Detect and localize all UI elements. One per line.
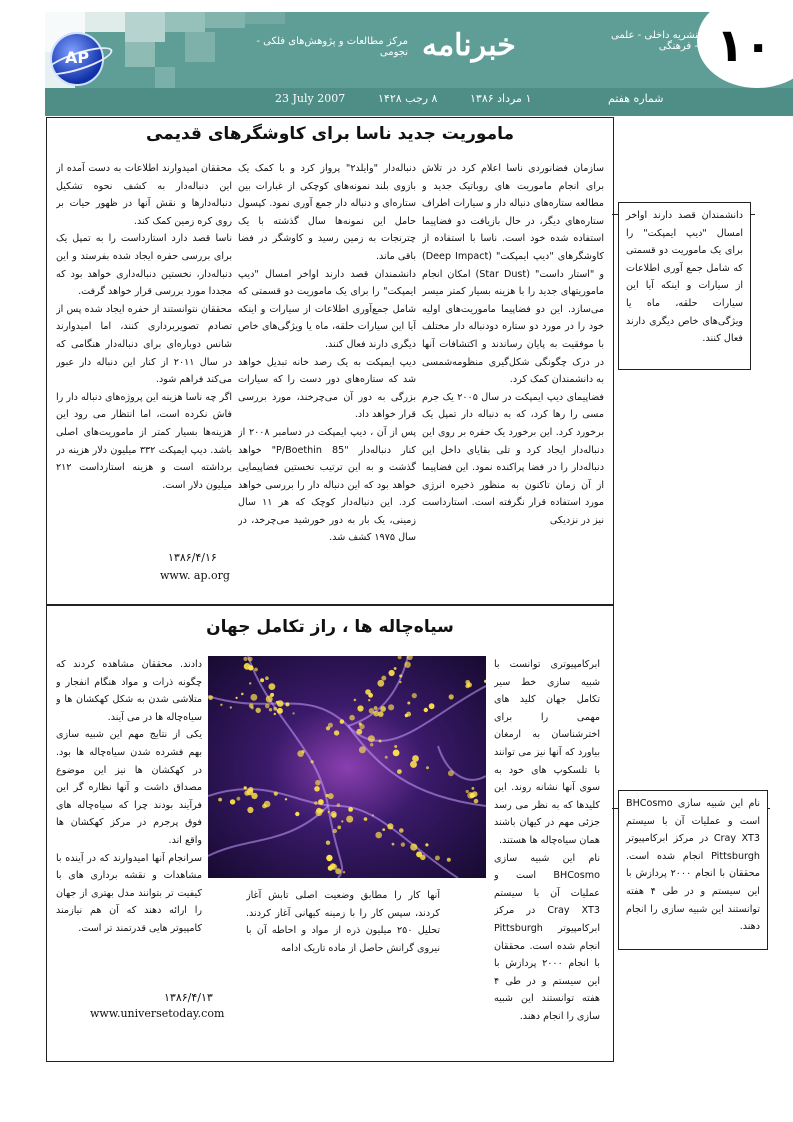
ap-logo-icon: AP (52, 34, 102, 84)
galaxy-dot (241, 693, 244, 696)
galaxy-dot (385, 756, 388, 759)
galaxy-dot (407, 702, 410, 705)
galaxy-dot (388, 704, 394, 710)
galaxy-dot (254, 668, 258, 672)
galaxy-dot (349, 715, 355, 721)
galaxy-dot (277, 700, 284, 707)
galaxy-dot (295, 812, 299, 816)
paragraph: دانشمندان قصد دارند اواخر امسال "دیپ ایمپکت" را برای یک ماموریت دو قسمتی که شامل جمع‌آوری اطلاعات از سیارات و اینکه آیا این سیارات حلقه، ماه یا ویژگی‌های خاص دیگری دارند فعال کنند. (238, 268, 416, 350)
galaxy-dot (277, 708, 283, 714)
article1-column-middle (238, 160, 416, 592)
galaxy-dot (404, 662, 410, 668)
galaxy-dot (236, 697, 238, 699)
galaxy-dot (264, 801, 271, 808)
date-persian: ۱ مرداد ۱۳۸۶ (470, 92, 532, 105)
galaxy-dot (326, 726, 330, 730)
galaxy-dot (348, 807, 353, 812)
publisher-line: نشریه داخلی - علمی - فرهنگی (611, 30, 698, 52)
galaxy-dot (412, 693, 417, 698)
paragraph: فضاپیمای دیپ ایمپکت در سال ۲۰۰۵ یک جرم مسی را رها کرد، که به دنباله دار تمپل یک برخورد کرد. این برخورد یک حفره بر روی این دنباله‌دار ایجاد کرد و تلی بقایای داخل این دنباله‌دار را در فضا پراکنده نمود. این فضاپیما از آن زمان تاکنون به منظور ذخیره انرژی مورد استفاده قرار نگرفته است. استارداست نیز در نزدیکی (422, 391, 604, 526)
galaxy-dot (285, 798, 287, 800)
galaxy-dot (420, 855, 426, 861)
galaxy-dot (248, 657, 253, 662)
galaxy-dot (343, 871, 345, 873)
galaxy-dot (379, 740, 382, 743)
galaxy-dot (410, 844, 417, 851)
galaxy-dot (424, 708, 428, 712)
galaxy-dot (332, 816, 334, 818)
paragraph: ابرکامپیوتری توانست با شبیه سازی خط سیر تکامل جهان کلید های مهمی را برای اخترشناسان به ارمغان بیاورد که آنها نیز می توانند با تلسکوپ های خود به سوی آنها نشانه روند. این کلیدها که به نظر می رسد جزئی مهم در کیهان باشند همان سیاه‌چاله ها هستند. (494, 659, 600, 846)
galaxy-dot (318, 799, 324, 805)
galaxy-dot (472, 787, 475, 790)
galaxy-dot (247, 807, 253, 813)
paragraph: آنها کار را مطابق وضعیت اصلی تابش آغاز کردند، سپس کار را با زمینه کیهانی آغاز کردند. تحلیل ۲۵۰ میلیون ذره از مواد و احاطه آن با نیروی گرانش حاصل از ماده تاریک ادامه (246, 890, 440, 954)
galaxy-dot (326, 855, 332, 861)
galaxy-dot (270, 693, 274, 697)
galaxy-dot (357, 705, 363, 711)
galaxy-dot (341, 820, 343, 822)
galaxy-dot (251, 694, 258, 701)
galaxy-dot (326, 841, 330, 845)
cosmic-web-image (208, 656, 486, 878)
galaxy-dot (410, 761, 417, 768)
galaxy-dot (398, 656, 402, 659)
galaxy-dot (230, 799, 235, 804)
galaxy-dot (394, 745, 397, 748)
paragraph: سازمان فضانوردی ناسا اعلام کرد در تلاش برای انجام ماموریت های روباتیک جدید و مطالعه ستاره‌های دنباله دار و سیارات اطراف ستاره‌های دیگر، در حال بازیافت دو فضاپیما استفاده شده خود است. ناسا با استفاده از کاوشگرهای "دیپ ایمپکت" (Deep Impact) و "استار داست" (Star Dust) امکان انجام ماموریتهای جدید را با هزینه بسیار کمتر میسر می‌سازد. این دو فضاپیما ماموریت‌های اولیه خود را در مورد دو ستاره دودنباله دار مختلف با موفقیت به پایان رساندند و اکتشافات آنها در درک چگونگی شکل‌گیری منظومه‌شمسی به دانشمندان کمک کرد. (422, 163, 604, 386)
galaxy-dot (302, 750, 305, 753)
galaxy-dot (244, 786, 247, 789)
galaxy-dot (244, 791, 249, 796)
article2-date: ۱۳۸۶/۴/۱۳ (164, 991, 213, 1004)
galaxy-dot (426, 766, 429, 769)
galaxy-dot (370, 743, 373, 746)
article2-column-bottom (246, 887, 440, 1027)
paragraph: دادند. محققان مشاهده کردند که چگونه ذرات و مواد هنگام انفجار و متلاشی شدن به شکل کهکشان ها و سیاه‌چاله ها در می آیند. (56, 659, 202, 723)
galaxy-dot (392, 843, 395, 846)
galaxy-dot (448, 770, 454, 776)
galaxy-dot (484, 680, 486, 683)
galaxy-dot (369, 708, 375, 714)
galaxy-dot (285, 702, 289, 706)
paragraph: پس از آن ، دیپ ایمپکت در دسامبر ۲۰۰۸ از کنار دنباله‌دار "P/Boethin 85" خواهد گذشت و به این ترتیب نخستین فضاپیمایی خواهد بود که این دنباله دار را بررسی خواهد کرد. این دنباله‌دار کوچک که هر ۱۱ سال زمینی، یک بار به دور خورشید می‌چرخد، در سال ۱۹۷۵ کشف شد. (238, 426, 416, 544)
galaxy-dot (346, 816, 353, 823)
galaxy-dot (380, 706, 386, 712)
galaxy-dot (269, 708, 272, 711)
galaxy-dot (311, 760, 314, 763)
galaxy-dot (374, 706, 378, 710)
galaxy-dot (382, 828, 385, 831)
article1-source: www. ap.org (160, 569, 230, 582)
cosmic-web-svg (208, 656, 486, 878)
galaxy-dot (340, 719, 345, 724)
galaxy-dot (447, 858, 451, 862)
galaxy-dot (389, 670, 395, 676)
galaxy-dot (470, 793, 475, 798)
galaxy-dot (399, 681, 401, 683)
galaxy-dot (381, 676, 386, 681)
galaxy-dot (364, 817, 368, 821)
galaxy-dot (401, 842, 405, 846)
galaxy-dot (248, 665, 253, 670)
article2-column-left (56, 656, 202, 976)
galaxy-dot (337, 826, 341, 830)
date-gregorian: 23 July 2007 (275, 92, 346, 105)
paragraph: نام این شبیه سازی BHCosmo است و عملیات آن با سیستم Cray XT3 در مرکز ابرکامپیوتر Pittsburgh انجام شده است. محققان با انجام ۲۰۰۰ پردازش با این سیستم و در طی ۴ هفته توانستند این شبیه سازی را انجام دهند. (494, 852, 600, 1022)
issue-number: شماره هفتم (608, 92, 664, 105)
galaxy-dot (425, 843, 428, 846)
galaxy-dot (260, 678, 264, 682)
galaxy-dot (328, 793, 334, 799)
galaxy-dot (273, 707, 277, 711)
galaxy-dot (328, 811, 330, 813)
galaxy-dot (251, 793, 257, 799)
galaxy-dot (399, 675, 402, 678)
galaxy-dot (334, 730, 339, 735)
galaxy-dot (248, 787, 253, 792)
galaxy-dot (377, 680, 384, 687)
galaxy-dot (292, 712, 294, 714)
article1-column-right (422, 160, 604, 592)
galaxy-dot (256, 708, 261, 713)
galaxy-dot (378, 711, 384, 717)
paragraph: سرانجام آنها امیدوارند که در آینده با مشاهدات و نقشه برداری های با کیفیت تر بتوانند مدل بهتری از جهان را ارائه دهند که آن هم نیازمند کامپیوتر هایی قدرتمند تر است. (56, 852, 202, 934)
galaxy-dot (314, 801, 317, 804)
galaxy-dot (365, 689, 371, 695)
galaxy-dot (466, 790, 469, 793)
paragraph: ناسا قصد دارد استارداست را به تمپل یک برای بررسی حفره ایجاد شده بفرستد و این دنباله‌دار، نخستین دنباله‌داری خواهد بود که مجددا مورد بررسی قرار خواهد گرفت. (56, 233, 232, 298)
paragraph: محققان نتوانستند از حفره ایجاد شده پس از تصادم تصویربرداری کنند، اما امیدوارند شانس دوباره‌ای برای دنباله‌دار هنگامی که در سال ۲۰۱۱ از کنار این دنباله دار عبور می‌کند فراهم شود. (56, 303, 232, 386)
article1-date: ۱۳۸۶/۴/۱۶ (168, 551, 217, 564)
masthead-title: خبرنامه (422, 28, 516, 63)
galaxy-dot (220, 704, 222, 706)
galaxy-dot (314, 786, 320, 792)
galaxy-dot (449, 694, 454, 699)
galaxy-dot (368, 735, 375, 742)
galaxy-dot (356, 729, 362, 735)
galaxy-dot (249, 703, 254, 708)
galaxy-dot (265, 676, 269, 680)
galaxy-dot (208, 695, 213, 700)
date-hijri: ۸ رجب ۱۴۲۸ (378, 92, 438, 105)
galaxy-dot (375, 832, 382, 839)
galaxy-dot (368, 699, 370, 701)
paragraph: دیپ ایمپکت به یک رصد خانه تبدیل خواهد شد که ستاره‌های دور دست را که سیارات بزرگی به دور آن می‌چرخند، مورد بررسی قرار خواهد داد. (238, 356, 416, 421)
galaxy-dot (335, 868, 341, 874)
article1-column-left (56, 160, 232, 532)
galaxy-dot (354, 699, 357, 702)
galaxy-dot (429, 703, 435, 709)
article2-source: www.universetoday.com (90, 1007, 225, 1020)
galaxy-dot (249, 682, 251, 684)
galaxy-dot (359, 746, 366, 753)
article2-title: سیاه‌چاله ها ، راز تکامل جهان (206, 617, 454, 637)
article2-column-right (494, 656, 600, 1028)
galaxy-dot (337, 803, 341, 807)
galaxy-dot (474, 799, 479, 804)
galaxy-dot (394, 667, 397, 670)
galaxy-dot (397, 769, 402, 774)
galaxy-dot (435, 856, 440, 861)
galaxy-dot (315, 809, 322, 816)
galaxy-dot (269, 683, 276, 690)
galaxy-dot (328, 865, 333, 870)
page-number: ۱۰ (716, 18, 773, 72)
galaxy-dot (399, 828, 404, 833)
galaxy-dot (237, 797, 241, 801)
galaxy-dot (315, 780, 321, 786)
galaxy-dot (265, 704, 270, 709)
galaxy-dot (393, 750, 400, 757)
galaxy-dot (243, 657, 247, 661)
article1-pullquote: دانشمندان قصد دارند اواخر امسال "دیپ ایمپکت" را برای یک ماموریت دو قسمتی که شامل جمع آوری اطلاعات از سیارات و اینکه آیا این سیارات حلقه، ماه یا ویژگی‌های خاص دیگری دارند فعال کنند. (618, 202, 751, 370)
galaxy-dot (405, 714, 408, 717)
galaxy-dot (333, 829, 337, 833)
galaxy-dot (412, 755, 419, 762)
galaxy-dot (274, 792, 278, 796)
article1-title: ماموریت جدید ناسا برای کاوشگرهای قدیمی (145, 124, 515, 144)
galaxy-dot (465, 680, 470, 685)
galaxy-dot (274, 713, 276, 715)
paragraph: محققان امیدوارند اطلاعات به دست آمده از این دنباله‌دار به کشف نحوه تشکیل دنباله‌دارها و نقش آنها در ظهور حیات بر روی کره زمین کمک کند. (56, 163, 232, 227)
galaxy-dot (387, 823, 393, 829)
paragraph: اگر چه ناسا هزینه این پروژه‌های دنباله دار را فاش نکرده است، اما انتظار می رود این هزینه‌ها بسیار کمتر از ماموریت‌های اصلی باشد. دیپ ایمپکت ۳۳۲ میلیون دلار هزینه در برداشته است و هزینه استارداست ۲۱۲ میلیون دلار است. (56, 391, 232, 491)
galaxy-dot (372, 814, 374, 816)
paragraph: یکی از نتایج مهم این شبیه سازی بهم فشرده شدن سیاه‌چاله ها بود. در کهکشان ها نیز این موضوع مصداق داشت و آنها نظاره گر این فرآیند بودند چرا که سیاه‌چاله های فوق پرجرم در مرکز کهکشان ها واقع اند. (56, 729, 202, 846)
galaxy-dot (218, 798, 222, 802)
paragraph: دنباله‌دار "وایلد۲" پرواز کرد و با کمک یک بازوی بلند نمونه‌های کوچکی از غبارات بین ستاره‌ای و دنباله دار جمع آوری نمود. کپسول حامل این نمونه‌ها سال گذشته با یک چترنجات به زمین رسید و کاوشگر در فضا باقی ماند. (238, 163, 416, 262)
galaxy-dot (359, 722, 362, 725)
galaxy-dot (230, 706, 232, 708)
center-name: مرکز مطالعات و پژوهش‌های فلکی - نجومی (256, 36, 408, 58)
article2-pullquote: نام این شبیه سازی BHCosmo است و عملیات آن با سیستم Cray XT3 در مرکز ابرکامپیوتر Pittsburgh انجام شده است. محققان با انجام ۲۰۰۰ پردازش با این سیستم و در طی ۴ هفته توانستند این شبیه سازی را انجام دهند. (618, 790, 768, 950)
